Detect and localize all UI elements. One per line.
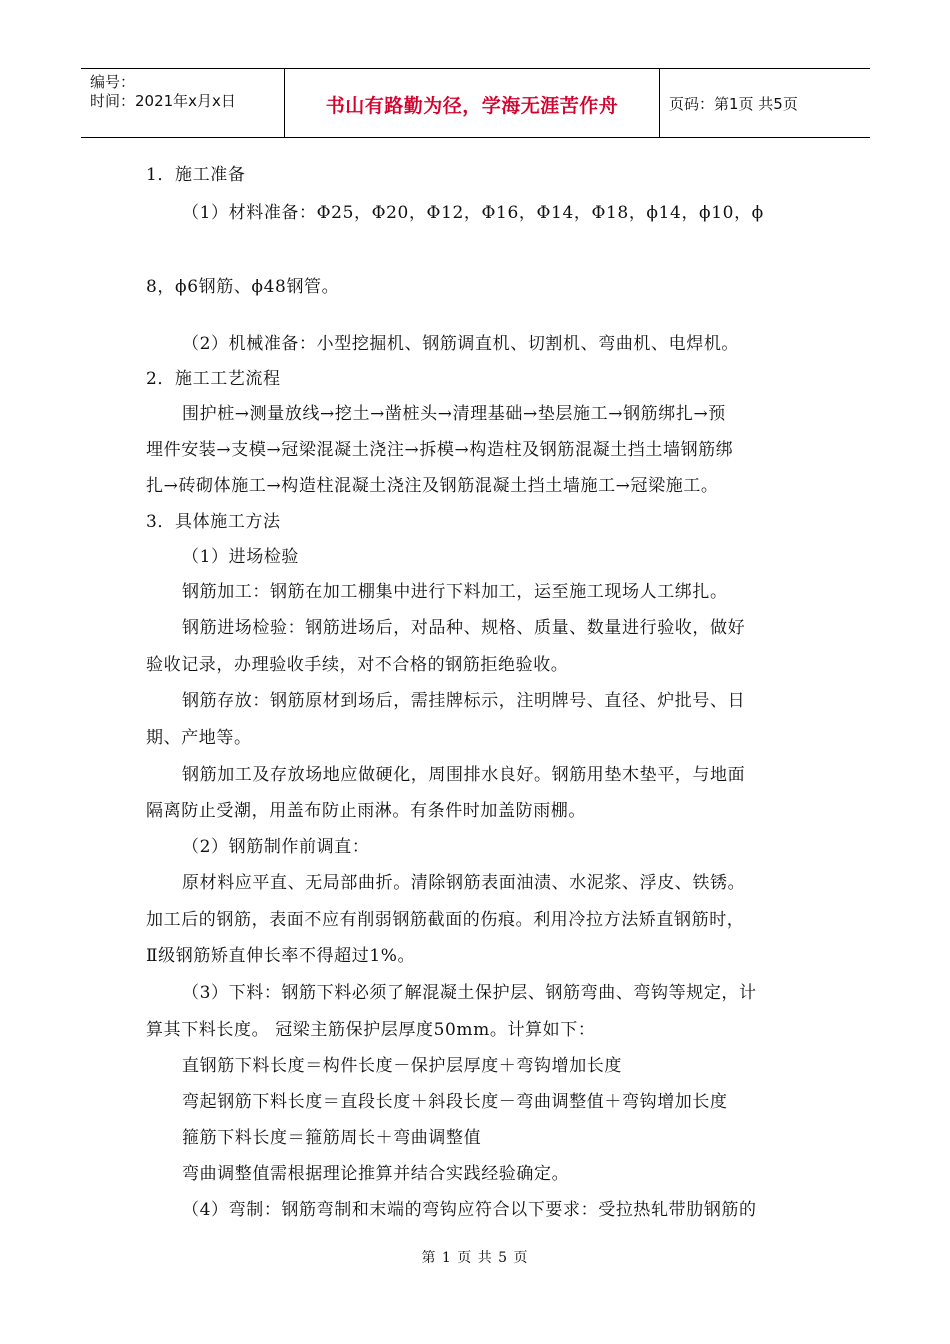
formula-bent-bar: 弯起钢筋下料长度＝直段长度＋斜段长度－弯曲调整值＋弯钩增加长度 <box>182 1092 728 1112</box>
paragraph-straightening-2: 加工后的钢筋，表面不应有削弱钢筋截面的伤痕。利用冷拉方法矫直钢筋时， <box>146 910 745 930</box>
paragraph-entry-inspection-2: 验收记录，办理验收手续，对不合格的钢筋拒绝验收。 <box>146 655 569 675</box>
paragraph-process-3: 扎→砖砌体施工→构造柱混凝土浇注及钢筋混凝土挡土墙施工→冠梁施工。 <box>146 476 719 496</box>
motto: 书山有路勤为径，学海无涯苦作舟 <box>325 95 619 117</box>
paragraph-materials: （1）材料准备：Φ25，Φ20，Φ12，Φ16，Φ14，Φ18，ϕ14，ϕ10，ϕ <box>182 203 764 223</box>
paragraph-storage-2: 期、产地等。 <box>146 728 252 748</box>
section-heading-3: 3．具体施工方法 <box>146 512 281 532</box>
paragraph-site-1: 钢筋加工及存放场地应做硬化，周围排水良好。钢筋用垫木垫平，与地面 <box>182 765 746 785</box>
document-date: 时间：2021年x月x日 <box>90 92 236 110</box>
header-motto-cell <box>285 69 660 137</box>
paragraph-entry-inspection-1: 钢筋进场检验：钢筋进场后，对品种、规格、质量、数量进行验收，做好 <box>182 618 746 638</box>
paragraph-materials-cont: 8，ϕ6钢筋、ϕ48钢管。 <box>146 277 340 297</box>
paragraph-machinery: （2）机械准备：小型挖掘机、钢筋调直机、切割机、弯曲机、电焊机。 <box>182 334 740 354</box>
header-left-cell <box>81 69 285 137</box>
header-page-cell <box>660 69 870 137</box>
section-heading-2: 2．施工工艺流程 <box>146 369 281 389</box>
paragraph-storage-1: 钢筋存放：钢筋原材到场后，需挂牌标示，注明牌号、直径、炉批号、日 <box>182 691 746 711</box>
paragraph-straightening-3: Ⅱ级钢筋矫直伸长率不得超过1%。 <box>146 946 416 966</box>
section-heading-1: 1．施工准备 <box>146 165 246 185</box>
paragraph-process-1: 围护桩→测量放线→挖土→凿桩头→清理基础→垫层施工→钢筋绑扎→预 <box>182 404 726 424</box>
paragraph-cutting-2: 算其下料长度。 冠梁主筋保护层厚度50mm。计算如下： <box>146 1020 596 1040</box>
subheading-straightening: （2）钢筋制作前调直： <box>182 837 370 857</box>
formula-stirrup: 箍筋下料长度＝箍筋周长＋弯曲调整值 <box>182 1128 482 1148</box>
header-table <box>81 68 870 138</box>
subheading-inspection: （1）进场检验 <box>182 547 300 567</box>
document-number-label: 编号： <box>90 73 136 91</box>
paragraph-processing: 钢筋加工：钢筋在加工棚集中进行下料加工，运至施工现场人工绑扎。 <box>182 582 728 602</box>
paragraph-straightening-1: 原材料应平直、无局部曲折。清除钢筋表面油渍、水泥浆、浮皮、铁锈。 <box>182 873 746 893</box>
paragraph-process-2: 埋件安装→支模→冠梁混凝土浇注→拆模→构造柱及钢筋混凝土挡土墙钢筋绑 <box>146 440 734 460</box>
paragraph-adjustment: 弯曲调整值需根据理论推算并结合实践经验确定。 <box>182 1164 570 1184</box>
page-footer: 第 1 页 共 5 页 <box>421 1250 529 1266</box>
paragraph-bending: （4）弯制：钢筋弯制和末端的弯钩应符合以下要求：受拉热轧带肋钢筋的 <box>182 1200 757 1220</box>
paragraph-site-2: 隔离防止受潮，用盖布防止雨淋。有条件时加盖防雨棚。 <box>146 801 586 821</box>
header-page-info: 页码：第1页 共5页 <box>669 95 798 113</box>
formula-straight-bar: 直钢筋下料长度＝构件长度－保护层厚度＋弯钩增加长度 <box>182 1056 622 1076</box>
paragraph-cutting-1: （3）下料：钢筋下料必须了解混凝土保护层、钢筋弯曲、弯钩等规定，计 <box>182 983 757 1003</box>
